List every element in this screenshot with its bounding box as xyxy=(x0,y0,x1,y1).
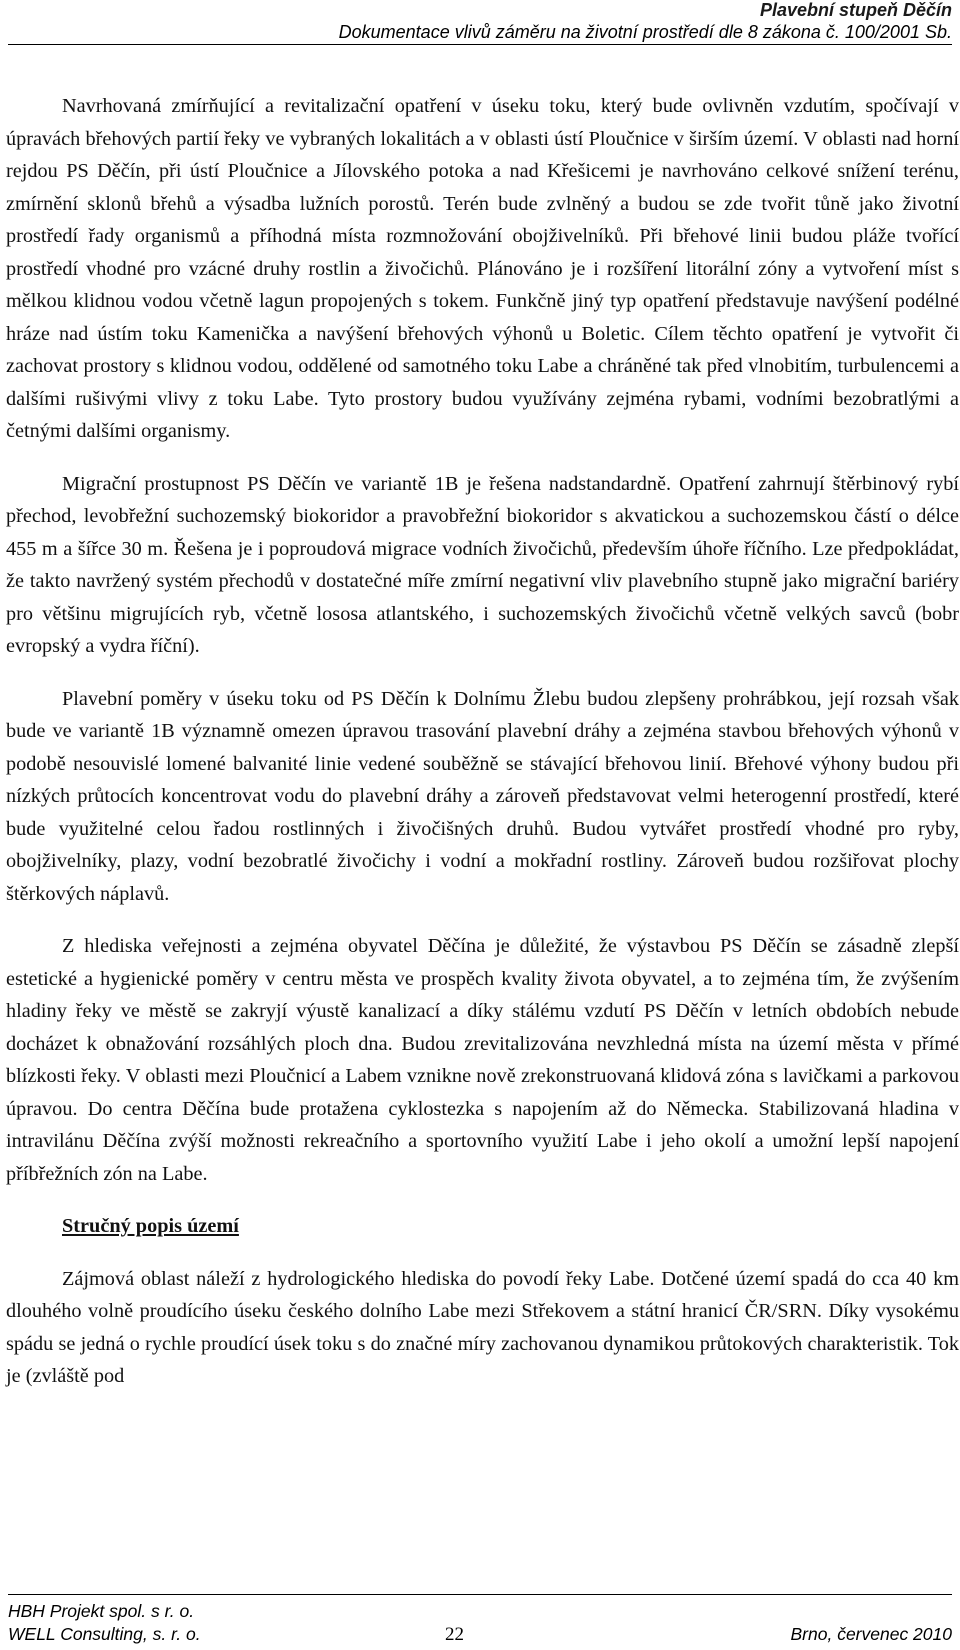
page-number: 22 xyxy=(445,1624,464,1645)
section-heading: Stručný popis území xyxy=(62,1215,239,1237)
page-header xyxy=(339,0,952,44)
page-footer xyxy=(8,1600,952,1646)
header-divider xyxy=(8,44,952,45)
footer-divider xyxy=(8,1594,952,1595)
paragraph-public-benefit: Z hlediska veřejnosti a zejména obyvatel Děčína je důležité, že výstavbou PS Děčín se zásadně zlepší estetické a hygienické poměry v centru města ve prospěch kvality života obyvatel, a to zejména tím, že zvýšením hladiny řeky ve městě se zakryjí výustě kanalizací a díky stálému vzdutí PS Děčín v letních obdobích nebude docházet k obnažování rozsáhlých ploch dna. Budou zrevitalizována nevzhledná místa na území města v přímé blízkosti řeky. V oblasti mezi Ploučnicí a Labem vznikne nově zrekonstruovaná klidová zóna s lavičkami a parkovou úpravou. Do centra Děčína bude protažena cyklostezka s napojením až do Německa. Stabilizovaná hladina v intravilánu Děčína zvýší možnosti rekreačního a sportovního využití Labe i jeho okolí a umožní lepší napojení příbřežních zón na Labe. xyxy=(6,935,959,1185)
document-body xyxy=(6,90,959,1413)
header-subtitle: Dokumentace vlivů záměru na životní prostředí dle 8 zákona č. 100/2001 Sb. xyxy=(338,22,952,42)
paragraph-navigation: Plavební poměry v úseku toku od PS Děčín k Dolnímu Žlebu budou zlepšeny prohrábkou, její rozsah však bude ve variantě 1B významně omezen úpravou trasování plavební dráhy a zejména stavbou břehových výhonů v podobě nesouvislé lomené balvanité linie vedené souběžně se stávající břehovou linií. Břehové výhony budou při nízkých průtocích koncentrovat vodu do plavební dráhy a zároveň představovat velmi heterogenní prostředí, které bude využitelné celou řadou rostlinných i živočišných druhů. Budou vytvářet prostředí vhodné pro ryby, obojživelníky, plazy, vodní bezobratlé živočichy i vodní a mokřadní rostliny. Zároveň budou rozšiřovat plochy štěrkových náplavů. xyxy=(6,687,959,905)
footer-place-date: Brno, červenec 2010 xyxy=(790,1624,952,1644)
paragraph-mitigation-measures: Navrhovaná zmírňující a revitalizační opatření v úseku toku, který bude ovlivněn vzdutím, spočívají v úpravách břehových partií řeky ve vybraných lokalitách a v oblasti ústí Ploučnice v širším území. V oblasti nad horní rejdou PS Děčín, při ústí Ploučnice a Jílovského potoka a nad Křešicemi je navrhováno celkové snížení terénu, zmírnění sklonů břehů a výsadba lužních porostů. Terén bude zvlněný a budou se zde tvořit tůně jako životní prostředí řady organismů a příhodná místa rozmnožování obojživelníků. Při břehové linii budou pláže tvořící prostředí vhodné pro vzácné druhy rostlin a živočichů. Plánováno je i rozšíření litorální zóny a vytvoření míst s mělkou klidnou vodou včetně lagun propojených s tokem. Funkčně jiný typ opatření představuje navýšení podélné hráze nad ústím toku Kamenička a navýšení břehových výhonů u Boletic. Cílem těchto opatření je vytvořit či zachovat prostory s klidnou vodou, oddělené od samotného toku Labe a chráněné tak před vlnobitím, turbulencemi a dalšími rušivými vlivy z toku Labe. Tyto prostory budou využívány zejména rybami, vodními bezobratlými a četnými dalšími organismy. xyxy=(6,95,959,442)
paragraph-area-description: Zájmová oblast náleží z hydrologického hlediska do povodí řeky Labe. Dotčené území spadá do cca 40 km dlouhého volně proudícího úseku českého dolního Labe mezi Střekovem a státní hranicí ČR/SRN. Díky vysokému spádu se jedná o rychle proudící úsek toku s do značné míry zachovanou dynamikou průtokových charakteristik. Tok je (zvláště pod xyxy=(6,1267,959,1387)
footer-company-1: HBH Projekt spol. s r. o. xyxy=(8,1601,195,1621)
header-title: Plavební stupeň Děčín xyxy=(759,0,952,20)
footer-company-2: WELL Consulting, s. r. o. xyxy=(8,1624,201,1644)
paragraph-migration: Migrační prostupnost PS Děčín ve variantě 1B je řešena nadstandardně. Opatření zahrnují štěrbinový rybí přechod, levobřežní suchozemský biokoridor a pravobřežní biokoridor s akvatickou a suchozemskou částí o délce 455 m a šířce 30 m. Řešena je i poproudová migrace vodních živočichů, především úhoře říčního. Lze předpokládat, že takto navržený systém přechodů v dostatečné míře zmírní negativní vliv plavebního stupně jako migrační bariéry pro většinu migrujících ryb, včetně lososa atlantského, i suchozemských živočichů včetně velkých savců (bobr evropský a vydra říční). xyxy=(6,472,959,657)
